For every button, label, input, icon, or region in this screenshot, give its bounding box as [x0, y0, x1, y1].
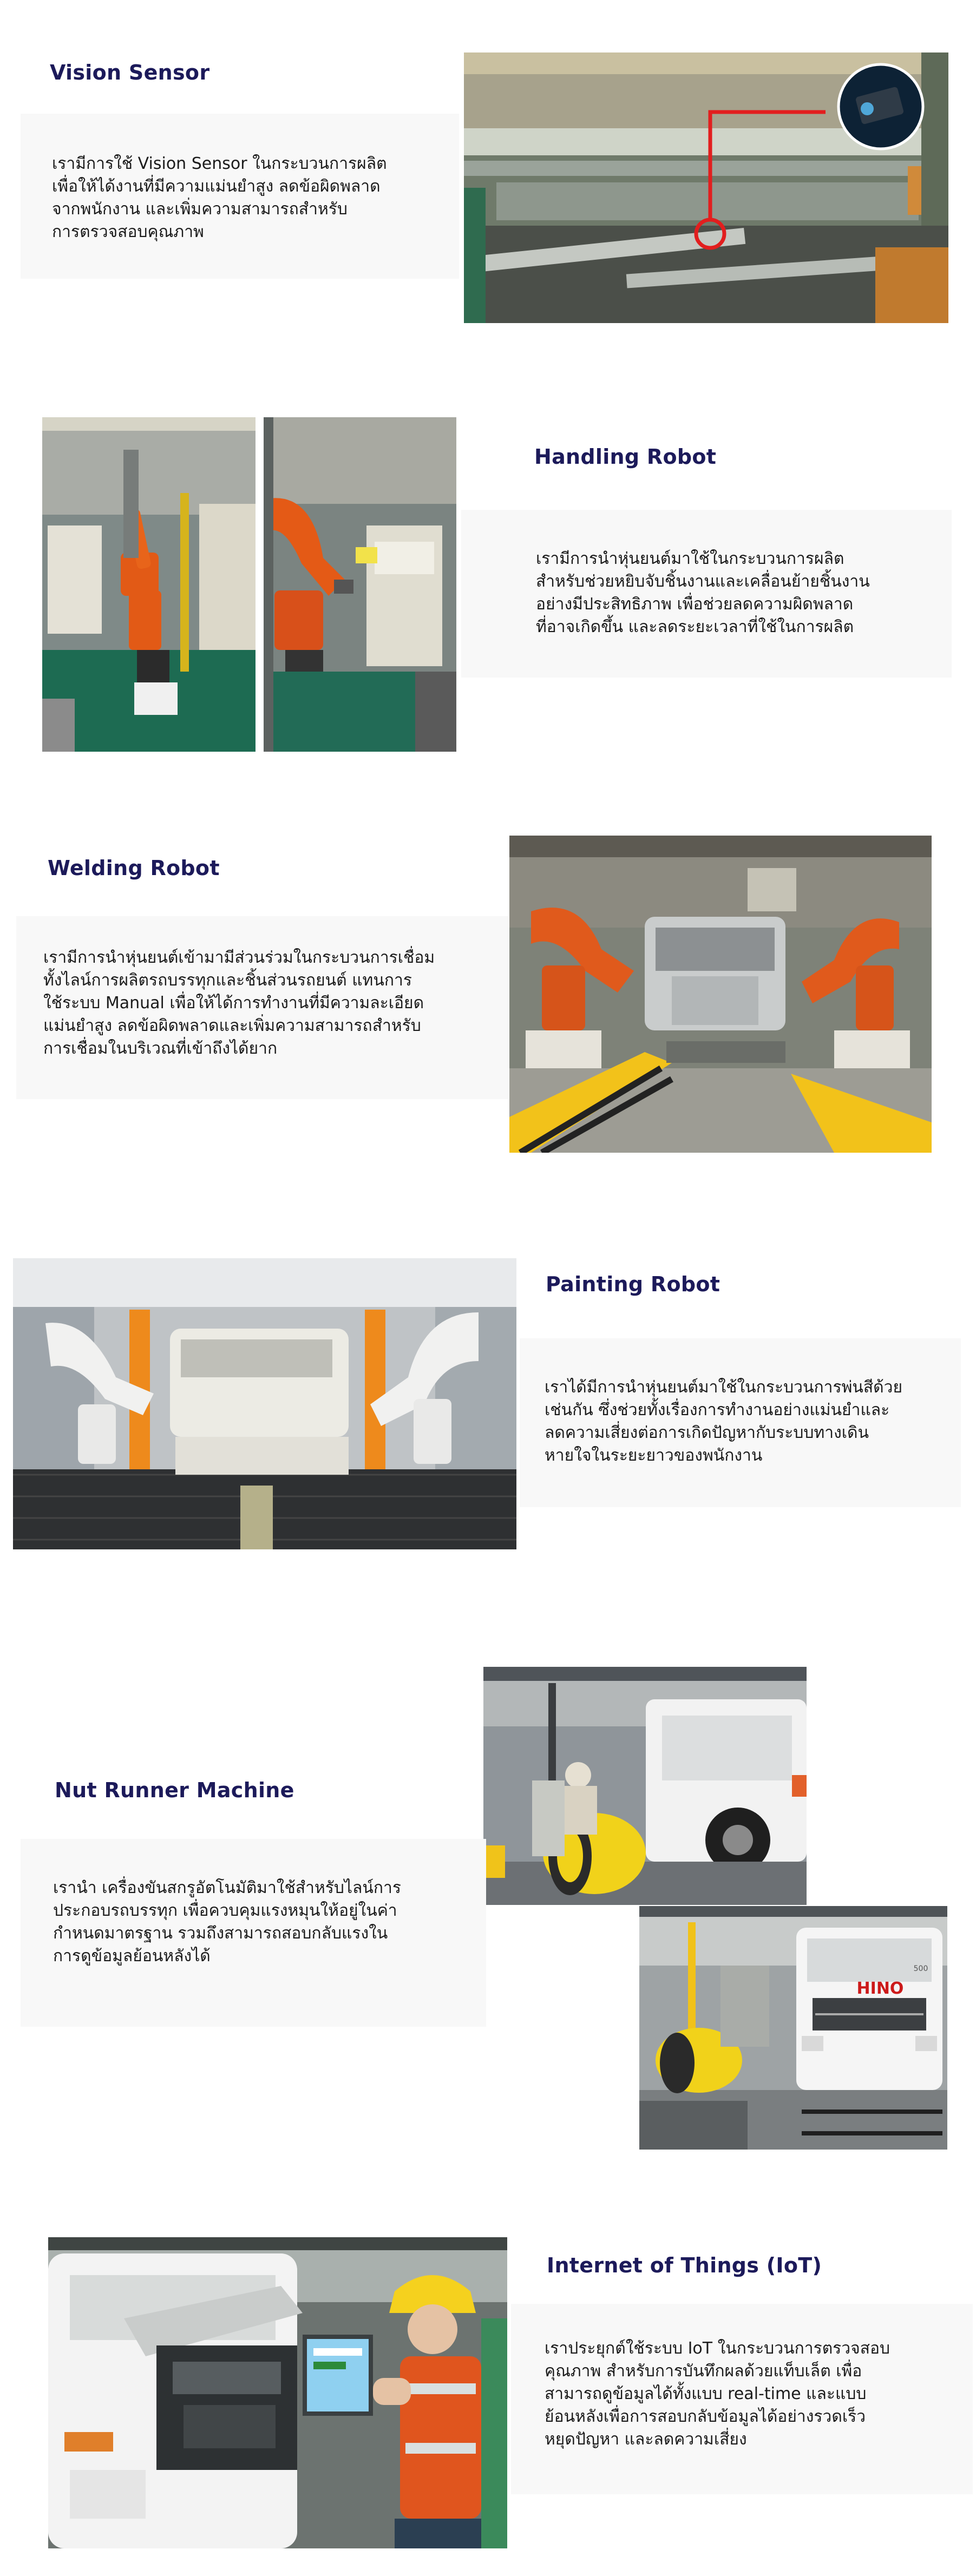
- nut-runner-photo-1: [483, 1667, 807, 1905]
- iot-title: Internet of Things (IoT): [547, 2253, 822, 2277]
- desc-line: ประกอบรถบรรทุก เพื่อควบคุมแรงหมุนให้อยู่ในค่า: [53, 1901, 397, 1920]
- desc-line: การตรวจสอบคุณภาพ: [52, 222, 204, 241]
- desc-line: เรามีการนำหุ่นยนต์มาใช้ในกระบวนการผลิต: [536, 549, 844, 568]
- nut-runner-description: [21, 1839, 486, 2027]
- desc-line: หายใจในระยะยาวของพนักงาน: [545, 1446, 763, 1465]
- desc-line: สามารถดูข้อมูลได้ทั้งแบบ real-time และแบบ: [545, 2384, 867, 2403]
- handling-robot-photo-2: [264, 417, 456, 752]
- desc-line: กำหนดมาตรฐาน รวมถึงสามารถสอบกลับแรงใน: [53, 1924, 388, 1943]
- desc-line: เพื่อให้ได้งานที่มีความแม่นยำสูง ลดข้อผิดพลาด: [52, 177, 381, 196]
- iot-description: [511, 2304, 973, 2494]
- handling-robot-photo-1: [42, 417, 256, 752]
- painting-robot-title: Painting Robot: [546, 1272, 720, 1296]
- nut-runner-title: Nut Runner Machine: [55, 1778, 294, 1802]
- desc-line: แม่นยำสูง ลดข้อผิดพลาดและเพิ่มความสามารถสำหรับ: [43, 1016, 421, 1035]
- svg-text:HINO: HINO: [856, 1979, 904, 1998]
- desc-line: เรามีการใช้ Vision Sensor ในกระบวนการผลิต: [52, 154, 387, 173]
- vision-sensor-description: [21, 114, 459, 279]
- welding-robot-description: [16, 916, 509, 1099]
- desc-line: ที่อาจเกิดขึ้น และลดระยะเวลาที่ใช้ในการผลิต: [536, 617, 854, 636]
- desc-line: หยุดปัญหา และลดความเสี่ยง: [545, 2430, 747, 2449]
- desc-line: อย่างมีประสิทธิภาพ เพื่อช่วยลดความผิดพลาด: [536, 595, 854, 614]
- iot-photo: [48, 2237, 507, 2548]
- desc-line: การดูข้อมูลย้อนหลังได้: [53, 1947, 211, 1966]
- desc-line: การเชื่อมในบริเวณที่เข้าถึงได้ยาก: [43, 1039, 278, 1058]
- handling-robot-description: [461, 510, 952, 678]
- handling-robot-title: Handling Robot: [534, 445, 717, 469]
- painting-robot-photo: [13, 1258, 516, 1549]
- vision-sensor-photo: [464, 52, 948, 323]
- desc-line: เรานำ เครื่องขันสกรูอัตโนมัติมาใช้สำหรับไลน์การ: [53, 1878, 402, 1897]
- desc-line: ย้อนหลังเพื่อการสอบกลับข้อมูลได้อย่างรวดเร็ว: [545, 2407, 866, 2426]
- welding-robot-photo: [509, 836, 932, 1153]
- nut-runner-photo-2: [639, 1906, 947, 2150]
- desc-line: เราได้มีการนำหุ่นยนต์มาใช้ในกระบวนการพ่นสีด้วย: [545, 1378, 903, 1397]
- desc-line: เรามีการนำหุ่นยนต์เข้ามามีส่วนร่วมในกระบวนการเชื่อม: [43, 948, 435, 967]
- desc-line: ใช้ระบบ Manual เพื่อให้ได้การทำงานที่มีความละเอียด: [43, 994, 424, 1013]
- vision-sensor-title: Vision Sensor: [50, 61, 210, 84]
- desc-line: คุณภาพ สำหรับการบันทึกผลด้วยแท็บเล็ต เพื่อ: [545, 2362, 862, 2381]
- painting-robot-description: [520, 1338, 961, 1507]
- truck-model-badge: 500: [913, 1964, 928, 1973]
- desc-line: ลดความเสี่ยงต่อการเกิดปัญหากับระบบทางเดิน: [545, 1423, 869, 1442]
- desc-line: จากพนักงาน และเพิ่มความสามารถสำหรับ: [52, 200, 348, 219]
- desc-line: เช่นกัน ซึ่งช่วยทั้งเรื่องการทำงานอย่างแม่นยำและ: [545, 1401, 890, 1420]
- desc-line: ทั้งไลน์การผลิตรถบรรทุกและชิ้นส่วนรถยนต์ แทนการ: [43, 971, 412, 990]
- desc-line: สำหรับช่วยหยิบจับชิ้นงานและเคลื่อนย้ายชิ้นงาน: [536, 572, 870, 591]
- desc-line: เราประยุกต์ใช้ระบบ IoT ในกระบวนการตรวจสอบ: [545, 2339, 890, 2358]
- welding-robot-title: Welding Robot: [48, 856, 220, 880]
